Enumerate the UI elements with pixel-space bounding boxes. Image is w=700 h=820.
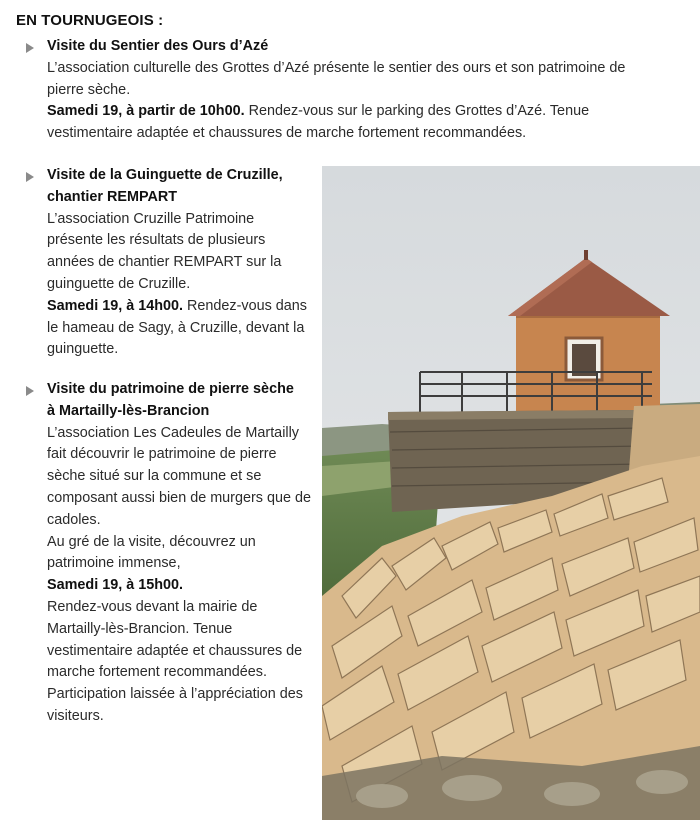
event-extra: Au gré de la visite, découvrez un patrimoine immense, (47, 533, 256, 572)
event-details: Rendez-vous dans le hameau de Sagy, à Cruzille, devant la guinguette. (47, 297, 307, 358)
event-description: L’association culturelle des Grottes d’Azé présente le sentier des ours et son patrimoine de pierre sèche. (47, 59, 626, 98)
event-guinguette-cruzille (22, 165, 312, 361)
event-description: L’association Les Cadeules de Martailly fait découvrir le patrimoine de pierre sèche situé sur la commune et se composant aussi bien de murgers que de cadoles. (47, 424, 311, 528)
event-body (22, 209, 312, 362)
stone-hut-photo (322, 166, 700, 820)
event-body (22, 58, 662, 145)
event-date: Samedi 19, à partir de 10h00. (47, 103, 245, 120)
triangle-bullet-icon (26, 386, 34, 396)
event-details: Rendez-vous devant la mairie de Martailly-lès-Brancion. Tenue vestimentaire adaptée et chaussures de marche fortement recommandées. Participation laissée à l’appréciation des visiteurs. (47, 598, 303, 724)
event-title: Visite du Sentier des Ours d’Azé (22, 36, 662, 58)
triangle-bullet-icon (26, 43, 34, 53)
event-date: Samedi 19, à 15h00. (47, 577, 183, 594)
event-sentier-des-ours (22, 36, 662, 145)
event-description: L’association Cruzille Patrimoine présente les résultats de plusieurs années de chantier REMPART sur la guinguette de Cruzille. (47, 210, 282, 292)
event-body (22, 423, 312, 728)
event-martailly (22, 379, 312, 728)
triangle-bullet-icon (26, 172, 34, 182)
event-date: Samedi 19, à 14h00. (47, 297, 183, 314)
event-title: Visite de la Guinguette de Cruzille, chantier REMPART (22, 165, 312, 209)
section-title: EN TOURNUGEOIS : (16, 12, 164, 29)
event-title: Visite du patrimoine de pierre sèche à Martailly-lès-Brancion (22, 379, 312, 423)
event-details: Rendez-vous sur le parking des Grottes d’Azé. Tenue vestimentaire adaptée et chaussures de marche fortement recommandées. (47, 103, 590, 142)
